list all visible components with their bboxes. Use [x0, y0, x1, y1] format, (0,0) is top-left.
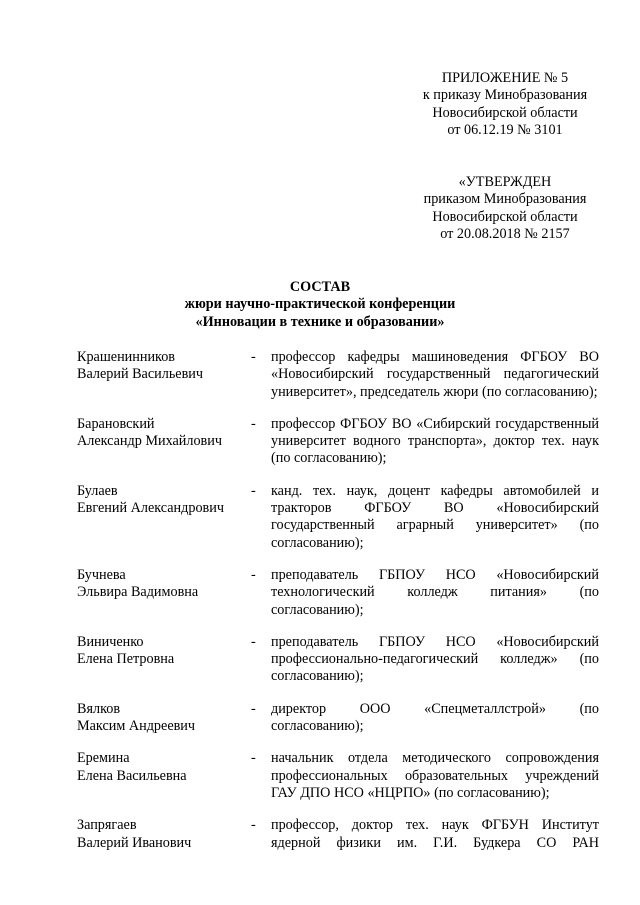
appendix-order-date: от 06.12.19 № 3101	[447, 121, 563, 138]
member-description: директор ООО «Спецметаллстрой» (по согласованию);	[271, 700, 599, 735]
list-item	[77, 817, 597, 852]
member-name	[77, 750, 249, 802]
appendix-reference	[400, 70, 610, 139]
separator-dash: -	[251, 566, 256, 583]
member-surname: Крашенинников	[77, 349, 176, 365]
appendix-region: Новосибирской области	[432, 104, 578, 121]
member-given-name: Максим Андреевич	[77, 718, 196, 735]
member-name	[77, 483, 249, 552]
member-given-name: Александр Михайлович	[77, 433, 222, 450]
list-item	[77, 701, 597, 736]
list-item	[77, 634, 597, 686]
title-heading: СОСТАВ	[289, 279, 351, 295]
member-surname: Виниченко	[77, 633, 144, 650]
appendix-order-ref: к приказу Минобразования	[422, 87, 588, 104]
member-description: профессор кафедры машиноведения ФГБОУ ВО «Новосибирский государственный педагогический университет», председатель жюри (по согласованию);	[271, 349, 599, 400]
member-surname: Булаев	[77, 482, 118, 499]
approved-label: «УТВЕРЖДЕН	[458, 174, 552, 190]
approval-stamp	[400, 174, 610, 243]
separator-dash: -	[251, 349, 256, 365]
list-item	[77, 567, 597, 619]
document-title	[0, 279, 640, 331]
separator-dash: -	[251, 482, 256, 499]
member-description: профессор, доктор тех. наук ФГБУН Институт ядерной физики им. Г.И. Будкера СО РАН	[271, 817, 599, 851]
member-given-name: Валерий Иванович	[77, 834, 192, 851]
member-description: начальник отдела методического сопровождения профессиональных образовательных учреждений ГАУ ДПО НСО «НЦРПО» (по согласованию);	[271, 750, 599, 801]
member-given-name: Евгений Александрович	[77, 500, 224, 517]
member-description: преподаватель ГБПОУ НСО «Новосибирский технологический колледж питания» (по согласованию);	[271, 566, 599, 618]
list-item	[77, 416, 597, 468]
member-name	[77, 416, 249, 468]
member-given-name: Эльвира Вадимовна	[77, 584, 199, 601]
approved-region: Новосибирской области	[432, 208, 578, 225]
title-subject: жюри научно-практической конференции	[184, 296, 456, 313]
member-given-name: Валерий Васильевич	[77, 366, 204, 383]
member-given-name: Елена Васильевна	[77, 767, 187, 784]
appendix-number: ПРИЛОЖЕНИЕ № 5	[441, 70, 569, 86]
separator-dash: -	[251, 750, 256, 767]
member-surname: Еремина	[77, 750, 130, 767]
member-name	[77, 349, 249, 401]
separator-dash: -	[251, 633, 256, 650]
member-surname: Бучнева	[77, 566, 126, 583]
jury-member-list	[77, 349, 597, 867]
member-description: профессор ФГБОУ ВО «Сибирский государственный университет водного транспорта», доктор тех. наук (по согласованию);	[271, 415, 599, 467]
member-description: преподаватель ГБПОУ НСО «Новосибирский профессионально-педагогический колледж» (по согласованию);	[271, 633, 599, 685]
member-name	[77, 817, 249, 852]
member-name	[77, 634, 249, 686]
member-description: канд. тех. наук, доцент кафедры автомобилей и тракторов ФГБОУ ВО «Новосибирский государственный аграрный университет» (по согласованию);	[271, 482, 599, 551]
list-item	[77, 483, 597, 552]
title-conference-name: «Инновации в технике и образовании»	[195, 313, 445, 330]
member-name	[77, 567, 249, 619]
separator-dash: -	[251, 817, 256, 834]
approved-order-date: от 20.08.2018 № 2157	[440, 225, 570, 242]
separator-dash: -	[251, 700, 256, 717]
member-name	[77, 701, 249, 736]
member-surname: Вялков	[77, 700, 121, 717]
member-surname: Запрягаев	[77, 817, 137, 834]
approved-order-ref: приказом Минобразования	[423, 191, 587, 208]
list-item	[77, 750, 597, 802]
member-surname: Барановский	[77, 415, 155, 432]
list-item	[77, 349, 597, 401]
separator-dash: -	[251, 415, 256, 432]
member-given-name: Елена Петровна	[77, 651, 175, 668]
